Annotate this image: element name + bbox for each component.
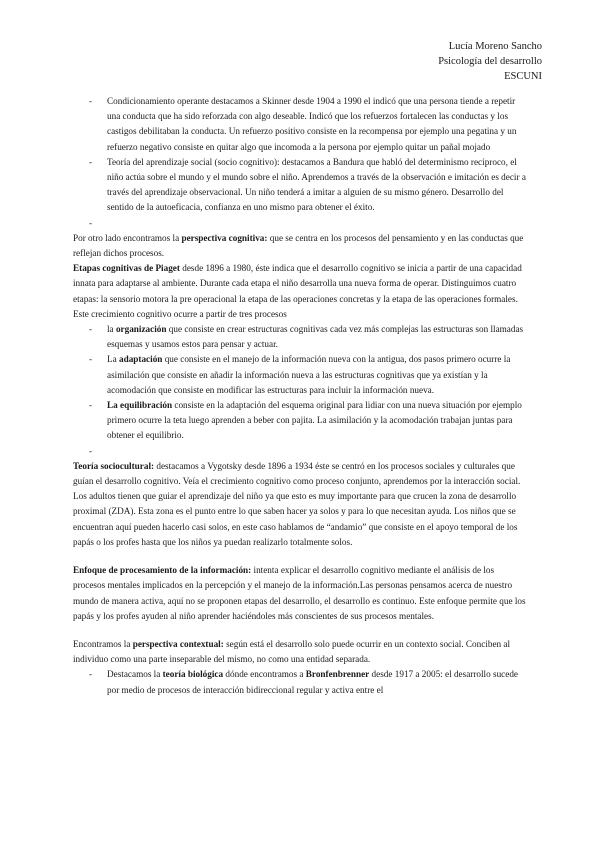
list-item xyxy=(107,444,528,459)
list-item xyxy=(107,216,528,231)
document-body xyxy=(73,94,528,698)
spacer xyxy=(73,624,528,637)
list-item: - La adaptación que consiste en el manejo de la información nueva con la antigua, dos pasos primero ocurre la asimilación que consiste en añadir la información nueva a las estructuras cognitivas que ya existían y la acomodación que consiste en modificar las estructuras para incluir la información nueva. xyxy=(107,352,528,398)
list-item: - la organización que consiste en crear estructuras cognitivas cada vez más complejas las estructuras son llamadas esquemas y usamos estos para pensar y actuar. xyxy=(107,322,528,352)
list-item: - Teoría del aprendizaje social (socio cognitivo): destacamos a Bandura que habló del determinismo recíproco, el niño actúa sobre el mundo y el mundo sobre el niño. Aprendemos a través de la observación e imitación es decir a través del aprendizaje observacional. Un niño tenderá a imitar a alguien de su mismo género. Desarrollo del sentido de la autoeficacia, confianza en uno mismo para obtener el éxito. xyxy=(107,155,528,216)
sociocultural-paragraph: Teoría sociocultural: destacamos a Vygotsky desde 1896 a 1934 éste se centró en los procesos sociales y culturales que guían el desarrollo cognitivo. Veía el crecimiento cognitivo como proceso conjunto, aprendemos por la interacción social. Los adultos tienen que guiar el aprendizaje del niño ya que esto es muy importante para que crucen la zona de desarrollo proximal (ZDA). Esta zona es el punto entre lo que saben hacer ya solos y para lo que necesitan ayuda. Los niños que se encuentran aquí pueden hacerlo casi solos, en este caso hablamos de “andamio” que consiste en el apoyo temporal de los papás o los profes hasta que los niños ya puedan realizarlo totalmente solos. xyxy=(73,460,521,547)
list-item: - Condicionamiento operante destacamos a Skinner desde 1904 a 1990 el indicó que una persona tiende a repetir una conducta que ha sido reforzada con algo deseable. Indicó que los refuerzos fortalecen las conductas y los castigos debilitaban la conducta. Un refuerzo positivo consiste en la recompensa por ejemplo una pegatina y un refuerzo negativo consiste en quitar algo que incomoda a la persona por ejemplo quitar un pañal mojado xyxy=(107,94,528,155)
piaget-processes-list xyxy=(73,322,528,459)
behaviorism-list xyxy=(73,94,528,231)
school-name: ESCUNI xyxy=(504,71,542,82)
cognitive-intro: Por otro lado encontramos la perspectiva cognitiva: que se centra en los procesos del pensamiento y en las conductas que reflejan dichos procesos. xyxy=(73,232,524,259)
list-item: - La equilibración consiste en la adaptación del esquema original para lidiar con una nueva situación por ejemplo primero ocurre la teta luego aprenden a beber con pajita. La asimilación y la acomodación trabajan juntas para obtener el equilibrio. xyxy=(107,398,528,444)
page-header xyxy=(438,39,542,84)
processing-paragraph: Enfoque de procesamiento de la información: intenta explicar el desarrollo cognitivo mediante el análisis de los procesos mentales implicados en la percepción y el manejo de la información.Las personas pensamos acerca de nuestro mundo de manera activa, aquí no se proponen etapas del desarrollo, el desarrollo es continuo. Este enfoque permite que los papás y los profes ayuden al niño aprender haciéndoles más conscientes de sus procesos mentales. xyxy=(73,565,526,621)
piaget-paragraph: Etapas cognitivas de Piaget desde 1896 a 1980, éste indica que el desarrollo cognitivo se inicia a partir de una capacidad innata para adaptarse al ambiente. Durante cada etapa el niño desarrolla una nueva forma de operar. Distinguimos cuatro etapas: la sensorio motora la pre operacional la etapa de las operaciones concretas y la etapa de las operaciones formales. Este crecimiento cognitivo ocurre a partir de tres procesos xyxy=(73,263,522,319)
spacer xyxy=(73,550,528,563)
contextual-list xyxy=(73,667,528,697)
list-item: - Destacamos la teoría biológica dónde encontramos a Bronfenbrenner desde 1917 a 2005: el desarrollo sucede por medio de procesos de interacción bidireccional regular y activa entre el xyxy=(107,667,528,697)
author-name: Lucía Moreno Sancho xyxy=(448,41,542,52)
contextual-paragraph: Encontramos la perspectiva contextual: según está el desarrollo solo puede ocurrir en un contexto social. Conciben al individuo como una parte inseparable del mismo, no como una entidad separada. xyxy=(73,638,511,665)
subject-name: Psicología del desarrollo xyxy=(438,56,542,67)
